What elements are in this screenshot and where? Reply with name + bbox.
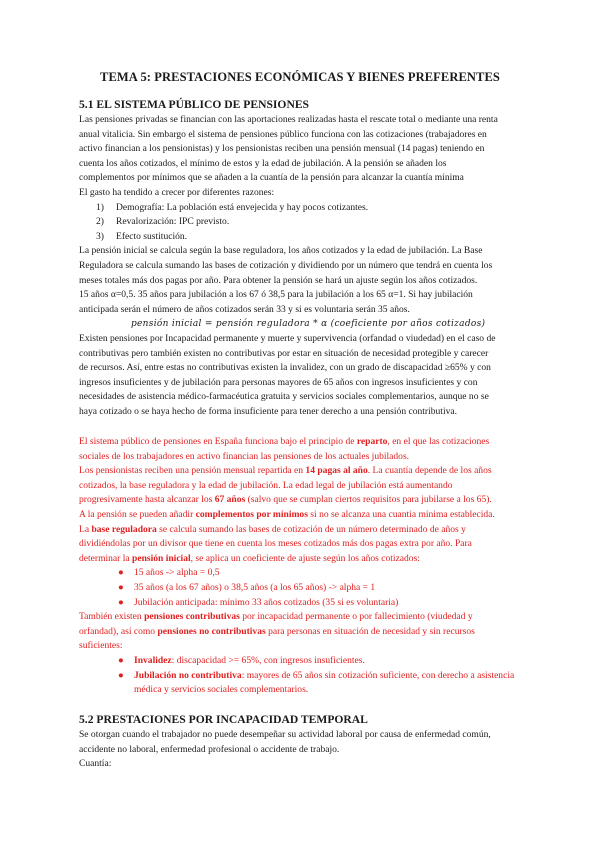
text-run: A la pensión se pueden añadir	[79, 508, 196, 520]
summary-line: dividiéndolas por un divisor que tiene en cuenta los meses cotizados más dos pagas extra por año. Para	[79, 538, 472, 550]
bullet-item	[79, 566, 534, 581]
text-run: si no se alcanza una cuantía mínima establecida.	[307, 508, 495, 520]
body-block-pensiones	[79, 113, 534, 419]
bold-term: 67 años	[214, 494, 246, 506]
paragraph-line: Reguladora se calcula sumando las bases de cotización y dividiendo por un número que tendrá en cuenta los	[79, 259, 493, 271]
paragraph-line: Se otorgan cuando el trabajador no puede desempeñar su actividad laboral por causa de enfermedad común,	[79, 729, 491, 740]
item-text: Revalorización: IPC previsto.	[116, 216, 230, 228]
paragraph-line: Las pensiones privadas se financian con las aportaciones realizadas hasta el rescate total o mediante una renta	[79, 114, 498, 125]
paragraph-line: haya cotizado o se haya hecho de forma insuficiente para tener derecho a una pensión contributiva.	[79, 405, 458, 417]
summary-line	[79, 493, 534, 508]
bullet-item	[79, 669, 534, 684]
bullet-item	[79, 581, 534, 596]
item-text: Demografía: La población está envejecida y hay pocos cotizantes.	[116, 201, 369, 213]
bold-term: pensión inicial	[132, 552, 191, 564]
bullet-icon: ●	[118, 669, 124, 681]
summary-line	[79, 552, 534, 567]
bold-term: 14 pagas al año	[305, 465, 368, 477]
summary-line: sociales de los trabajadores en activo financian las pensiones de los actuales jubilados.	[79, 450, 410, 462]
paragraph-line: 15 años α=0,5. 35 años para jubilación a los 67 ó 38,5 para la jubilación a los 65 α=1. Si hay jubilación	[79, 289, 473, 301]
item-text: Efecto sustitución.	[116, 230, 188, 242]
text-run: . La cuantía depende de los años	[367, 465, 492, 477]
paragraph-line: anual vitalicia. Sin embargo el sistema de pensiones público funciona con las cotizaciones (trabajadores en	[79, 128, 487, 140]
paragraph-line: Cuantía:	[79, 758, 112, 770]
text-run: determinar la	[79, 552, 133, 564]
paragraph-line: contributivas pero también existen no contributivas por estar en situación de necesidad protegible y carecer	[79, 347, 489, 359]
bold-term: Invalidez	[134, 654, 172, 666]
bullet-icon: ●	[118, 567, 124, 579]
bold-term: base reguladora	[91, 523, 157, 535]
bullet-icon: ●	[118, 596, 124, 608]
numbered-item	[79, 215, 534, 230]
body-block-incapacidad	[79, 728, 534, 772]
section-heading-pensiones: 5.1 EL SISTEMA PÚBLICO DE PENSIONES	[79, 98, 310, 111]
item-number: 1)	[96, 201, 104, 213]
text-run: se calcula sumando las bases de cotización de un número determinado de años y	[156, 523, 466, 535]
text-run: para personas en situación de necesidad y sin recursos	[265, 625, 475, 637]
bullet-item	[79, 654, 534, 669]
bullet-icon: ●	[118, 581, 124, 593]
bullet-text: Jubilación anticipada: mínimo 33 años cotizados (35 si es voluntaria)	[134, 596, 399, 608]
text-run: orfandad), así como	[79, 625, 158, 637]
bullet-continuation: médica y servicios sociales complementarios.	[134, 684, 309, 696]
text-run: progresivamente hasta alcanzar los	[79, 494, 215, 506]
text-run: (salvo que se cumplan ciertos requisitos para jubilarse a los 65).	[245, 494, 492, 506]
bullet-icon: ●	[118, 654, 124, 666]
paragraph-line: El gasto ha tendido a crecer por diferentes razones:	[79, 186, 275, 198]
text-run: El sistema público de pensiones en España funciona bajo el principio de	[79, 436, 357, 447]
summary-line	[79, 523, 534, 538]
paragraph-line: La pensión inicial se calcula según la base reguladora, los años cotizados y la edad de jubilación. La Base	[79, 245, 483, 257]
page-title: TEMA 5: PRESTACIONES ECONÓMICAS Y BIENES PREFERENTES	[100, 70, 500, 84]
paragraph-line: ingresos insuficientes y de jubilación para personas mayores de 65 años con ingresos insuficientes y con	[79, 376, 478, 388]
text-run: La	[79, 523, 92, 535]
text-run: , en el que las cotizaciones	[387, 436, 490, 447]
bullet-text: : mayores de 65 años sin cotización suficiente, con derecho a asistencia	[241, 669, 515, 681]
paragraph-line: Existen pensiones por Incapacidad permanente y muerte y supervivencia (orfandad o viudedad) en el caso de	[79, 332, 496, 344]
red-summary-block	[79, 435, 534, 698]
paragraph-line: necesidades de asistencia médico-farmacéutica gratuita y servicios sociales complementarios, aunque no se	[79, 391, 489, 403]
paragraph-line: anticipada serán el número de años cotizados serán 33 y si es voluntaria serán 35 años.	[79, 303, 410, 315]
bullet-item	[79, 596, 534, 611]
item-number: 2)	[96, 216, 104, 228]
paragraph-line: accidente no laboral, enfermedad profesional o accidente de trabajo.	[79, 743, 340, 755]
bold-term: complementos por mínimos	[195, 508, 308, 520]
paragraph-line: de recursos. Así, entre estas no contributivas existen la invalidez, con un grado de discapacidad ≥65% y con	[79, 362, 491, 374]
bullet-text: 15 años -> alpha = 0,5	[134, 567, 220, 579]
text-run: , se aplica un coeficiente de ajuste según los años cotizados:	[190, 552, 420, 564]
summary-line	[79, 610, 534, 625]
section-heading-incapacidad: 5.2 PRESTACIONES POR INCAPACIDAD TEMPORAL	[79, 713, 368, 726]
bold-term: pensiones no contributivas	[157, 625, 266, 637]
paragraph-line: complementos por mínimos que se añaden a la cuantía de la pensión para alcanzar la cuantía mínima	[79, 172, 464, 184]
summary-line: cotizados, la base reguladora y la edad de jubilación. La edad legal de jubilación está aumentando	[79, 479, 453, 491]
summary-line	[79, 435, 534, 450]
summary-line	[79, 508, 534, 523]
numbered-item	[79, 230, 534, 245]
bold-term: pensiones contributivas	[144, 611, 240, 623]
bold-term: Jubilación no contributiva	[134, 669, 242, 681]
bold-term: reparto	[356, 436, 388, 447]
text-run: por incapacidad permanente o por fallecimiento (viudedad y	[239, 611, 473, 623]
paragraph-line: cuenta los años cotizados, el mínimo de estos y la edad de jubilación. A la pensión se añaden los	[79, 157, 447, 169]
bullet-text: 35 años (a los 67 años) o 38,5 años (a los 65 años) -> alpha = 1	[134, 581, 376, 593]
text-run: También existen	[79, 611, 145, 623]
item-number: 3)	[96, 230, 104, 242]
paragraph-line: activo financian a los pensionistas) y los pensionistas reciben una pensión mensual (14 pagas) teniendo en	[79, 143, 485, 155]
text-run: Los pensionistas reciben una pensión mensual repartida en	[79, 465, 306, 477]
summary-line: suficientes:	[79, 640, 123, 652]
summary-line	[79, 464, 534, 479]
paragraph-line: meses totales más dos pagas por año. Para obtener la pensión se hará un ajuste según los años cotizados.	[79, 274, 478, 286]
summary-line	[79, 625, 534, 640]
formula: pensión inicial = pensión reguladora * α (coeficiente por años cotizados)	[131, 319, 486, 330]
numbered-item	[79, 201, 534, 216]
bullet-text: : discapacidad >= 65%, con ingresos insuficientes.	[171, 654, 365, 666]
